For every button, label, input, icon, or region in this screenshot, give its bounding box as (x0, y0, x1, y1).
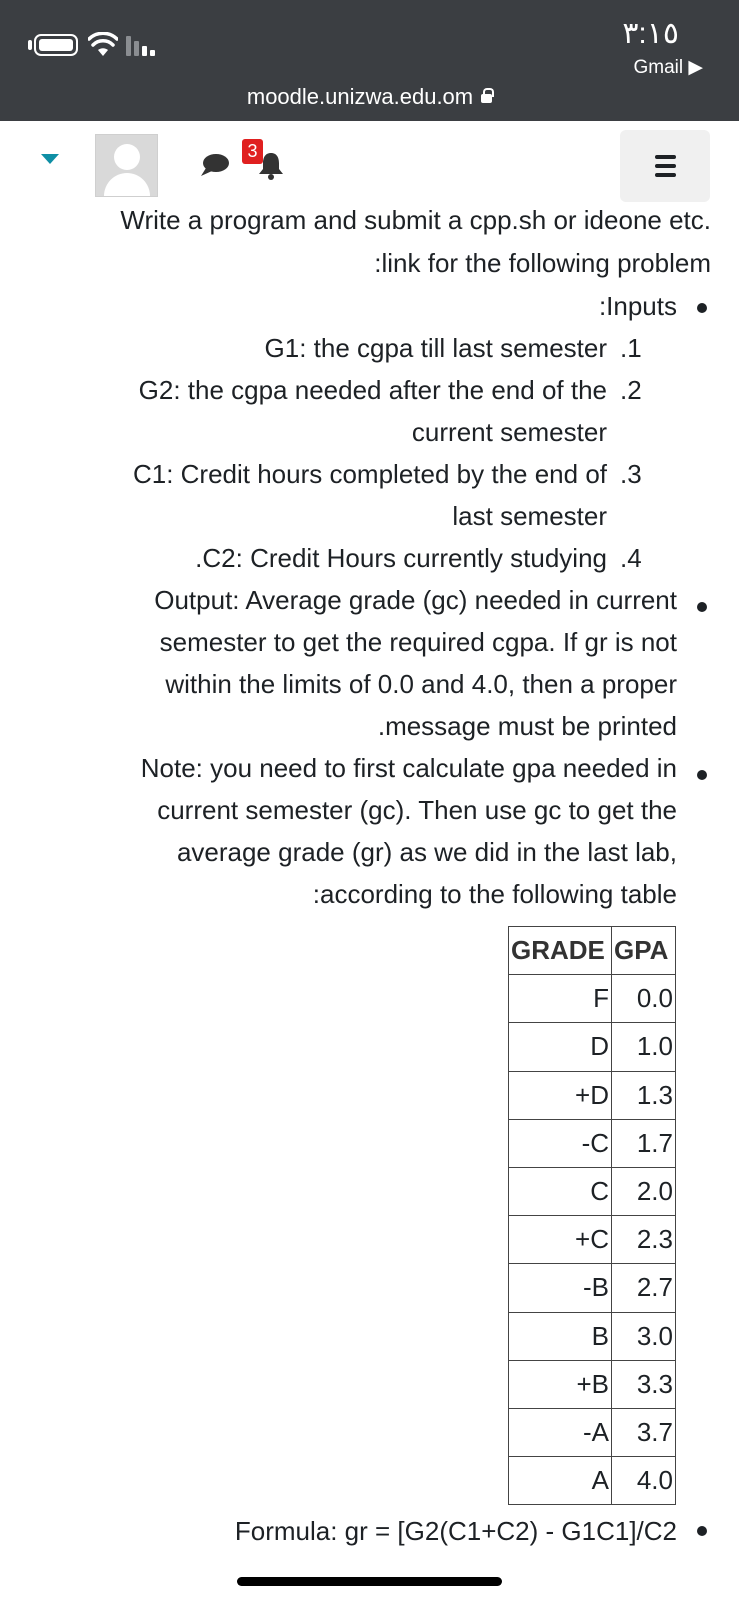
gpa-cell: 0.0 (612, 975, 676, 1023)
lock-icon (481, 94, 492, 103)
grade-cell: A (509, 1457, 612, 1505)
cellular-signal-icon (126, 34, 158, 56)
bullet-icon (697, 770, 707, 780)
bullet-icon (697, 303, 707, 313)
gpa-cell: 2.7 (612, 1264, 676, 1312)
user-menu-caret-icon[interactable] (41, 154, 59, 164)
table-row (509, 1216, 676, 1264)
grade-cell: -A (509, 1408, 612, 1456)
address-bar[interactable] (0, 84, 739, 110)
gpa-cell: 3.3 (612, 1360, 676, 1408)
table-row (509, 1457, 676, 1505)
table-row (509, 1167, 676, 1215)
table-row (509, 1312, 676, 1360)
note-line-2: current semester (gc). Then use gc to get the (157, 795, 677, 825)
table-row (509, 1360, 676, 1408)
input-item-3-text-cont: last semester (452, 501, 607, 531)
note-line-3: average grade (gr) as we did in the last lab, (176, 837, 677, 867)
table-row (509, 1023, 676, 1071)
url-text: moodle.unizwa.edu.om (246, 84, 474, 109)
battery-icon (34, 34, 78, 56)
input-item-3-number: .3 (620, 459, 642, 489)
note-line-4: :according to the following table (312, 879, 677, 909)
avatar[interactable] (95, 134, 158, 197)
chat-icon[interactable] (200, 153, 230, 177)
input-item-2-text-cont: current semester (411, 417, 607, 447)
input-item-2-text: G2: the cgpa needed after the end of the (138, 375, 607, 405)
table-row (509, 975, 676, 1023)
grade-cell: B (509, 1312, 612, 1360)
intro-line-1: Write a program and submit a cpp.sh or ideone etc. (120, 205, 711, 235)
table-header-row (509, 927, 676, 975)
output-line-3: within the limits of 0.0 and 4.0, then a proper (165, 669, 677, 699)
formula-line: Formula: gr = [G2(C1+C2) - G1C1]/C2 (234, 1516, 677, 1546)
output-line-2: semester to get the required cgpa. If gr is not (159, 627, 677, 657)
input-item-4-text: .C2: Credit Hours currently studying (195, 543, 607, 573)
grade-gpa-table (508, 926, 676, 1505)
notification-count-badge: 3 (242, 139, 263, 164)
gpa-cell: 3.7 (612, 1408, 676, 1456)
input-item-3-text: C1: Credit hours completed by the end of (132, 459, 607, 489)
gpa-cell: 4.0 (612, 1457, 676, 1505)
grade-cell: +D (509, 1071, 612, 1119)
gpa-cell: 3.0 (612, 1312, 676, 1360)
hamburger-menu-button[interactable] (620, 130, 710, 202)
input-item-1-text: G1: the cgpa till last semester (264, 333, 607, 363)
note-line-1: Note: you need to first calculate gpa needed in (140, 753, 677, 783)
table-row (509, 1071, 676, 1119)
status-bar (0, 0, 739, 121)
input-item-2-number: .2 (620, 375, 642, 405)
gpa-cell: 1.0 (612, 1023, 676, 1071)
grade-cell: D (509, 1023, 612, 1071)
battery-cap (28, 40, 32, 50)
gpa-cell: 2.0 (612, 1167, 676, 1215)
gpa-cell: 1.3 (612, 1071, 676, 1119)
column-header-gpa: GPA (612, 927, 676, 975)
intro-line-2: :link for the following problem (374, 248, 711, 278)
clock: ٣:١٥ (622, 17, 679, 50)
table-row (509, 1264, 676, 1312)
bullet-icon (697, 602, 707, 612)
back-to-app-link[interactable]: Gmail ▶ (633, 57, 703, 78)
grade-cell: F (509, 975, 612, 1023)
table-row (509, 1119, 676, 1167)
grade-cell: C (509, 1167, 612, 1215)
input-item-4-number: .4 (620, 543, 642, 573)
grade-cell: +C (509, 1216, 612, 1264)
input-item-1-number: .1 (620, 333, 642, 363)
column-header-grade: GRADE (509, 927, 612, 975)
gpa-cell: 2.3 (612, 1216, 676, 1264)
grade-cell: +B (509, 1360, 612, 1408)
output-line-4: .message must be printed (377, 711, 677, 741)
bullet-icon (697, 1526, 707, 1536)
wifi-icon (88, 32, 118, 58)
gpa-cell: 1.7 (612, 1119, 676, 1167)
home-indicator[interactable] (237, 1577, 502, 1586)
inputs-heading: :Inputs (598, 291, 677, 321)
grade-cell: -C (509, 1119, 612, 1167)
table-row (509, 1408, 676, 1456)
output-line-1: Output: Average grade (gc) needed in current (154, 585, 677, 615)
grade-cell: -B (509, 1264, 612, 1312)
